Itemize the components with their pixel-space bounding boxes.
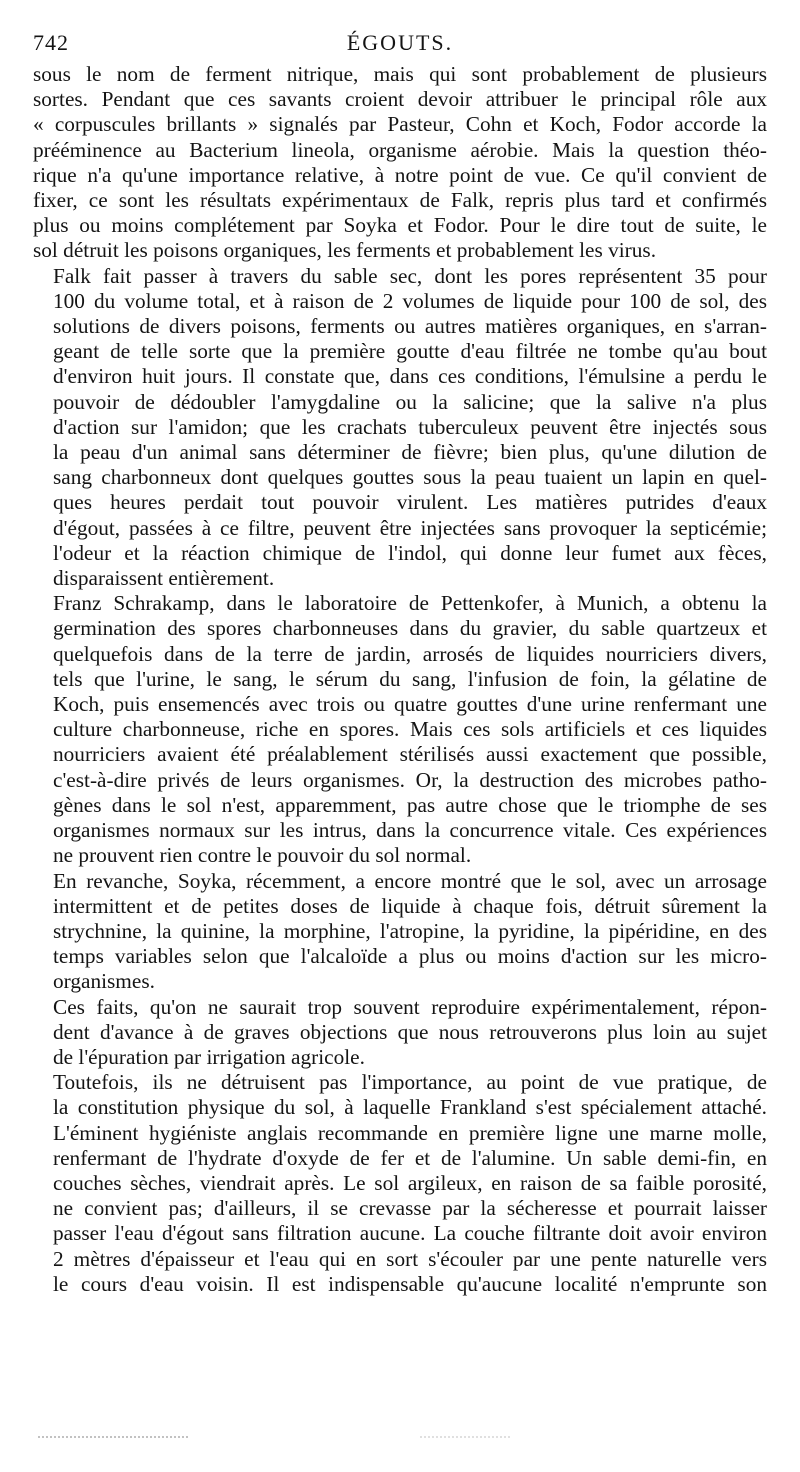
text-line: renfermant de l'hydrate d'oxyde de fer et de l'alumine. Un sable demi-fin, en xyxy=(53,1145,767,1170)
text-line: la peau d'un animal sans déterminer de fièvre; bien plus, qu'une dilution de xyxy=(53,440,767,465)
text-line: gènes dans le sol n'est, apparemment, pas autre chose que le triomphe de ses xyxy=(53,792,767,817)
text-line: Toutefois, ils ne détruisent pas l'importance, au point de vue pratique, de xyxy=(53,1070,767,1095)
text-line: Koch, puis ensemencés avec trois ou quatre gouttes d'une urine renfermant une xyxy=(53,692,767,717)
text-line: germination des spores charbonneuses dans du gravier, du sable quartzeux et xyxy=(53,616,767,641)
text-line: geant de telle sorte que la première goutte d'eau filtrée ne tombe qu'au bout xyxy=(53,339,767,364)
text-line: c'est-à-dire privés de leurs organismes. Or, la destruction des microbes patho- xyxy=(53,767,767,792)
text-line: strychnine, la quinine, la morphine, l'atropine, la pyridine, la pipéridine, en des xyxy=(53,918,767,943)
running-title: ÉGOUTS. xyxy=(346,30,454,55)
text-line: « corpuscules brillants » signalés par Pasteur, Cohn et Koch, Fodor accorde la xyxy=(33,112,767,137)
body-text xyxy=(33,62,767,1297)
text-line: sortes. Pendant que ces savants croient devoir attribuer le principal rôle aux xyxy=(33,87,767,112)
scan-smudge xyxy=(420,1436,510,1441)
scan-smudge xyxy=(38,1436,188,1441)
text-line: d'action sur l'amidon; que les crachats tuberculeux peuvent être injectés sous xyxy=(53,414,767,439)
text-line: sol détruit les poisons organiques, les ferments et probablement les virus. xyxy=(33,238,657,263)
text-line: d'environ huit jours. Il constate que, dans ces conditions, l'émulsine a perdu le xyxy=(53,364,767,389)
text-line: intermittent et de petites doses de liquide à chaque fois, détruit sûrement la xyxy=(53,893,767,918)
text-line: ques heures perdait tout pouvoir virulent. Les matières putrides d'eaux xyxy=(53,490,767,515)
paragraph xyxy=(33,995,767,1071)
text-line: L'éminent hygiéniste anglais recommande en première ligne une marne molle, xyxy=(53,1120,767,1145)
text-line: prééminence au Bacterium lineola, organisme aérobie. Mais la question théo- xyxy=(33,137,767,162)
text-line: rique n'a qu'une importance relative, à notre point de vue. Ce qu'il convient de xyxy=(33,162,767,187)
text-line: plus ou moins complétement par Soyka et Fodor. Pour le dire tout de suite, le xyxy=(33,213,767,238)
page-header xyxy=(33,28,767,58)
text-line: ne prouvent rien contre le pouvoir du sol normal. xyxy=(53,843,472,868)
text-line: solutions de divers poisons, ferments ou autres matières organiques, en s'arran- xyxy=(53,314,767,339)
paragraph xyxy=(33,591,767,868)
text-line: organismes normaux sur les intrus, dans la concurrence vitale. Ces expériences xyxy=(53,818,767,843)
paragraph xyxy=(33,869,767,995)
text-line: pouvoir de dédoubler l'amygdaline ou la salicine; que la salive n'a plus xyxy=(53,389,767,414)
text-line: culture charbonneuse, riche en spores. Mais ces sols artificiels et ces liquides xyxy=(53,717,767,742)
book-page xyxy=(33,28,767,1297)
text-line: En revanche, Soyka, récemment, a encore montré que le sol, avec un arrosage xyxy=(53,868,767,893)
text-line: nourriciers avaient été préalablement stérilisés aussi exactement que possible, xyxy=(53,742,767,767)
text-line: disparaissent entièrement. xyxy=(53,566,275,591)
text-line: quelquefois dans de la terre de jardin, arrosés de liquides nourriciers divers, xyxy=(53,641,767,666)
text-line: sous le nom de ferment nitrique, mais qui sont probablement de plusieurs xyxy=(33,62,767,86)
text-line: la constitution physique du sol, à laquelle Frankland s'est spécialement attaché. xyxy=(53,1095,767,1120)
text-line: de l'épuration par irrigation agricole. xyxy=(53,1044,365,1069)
text-line: l'odeur et la réaction chimique de l'indol, qui donne leur fumet aux fèces, xyxy=(53,540,767,565)
text-line: organismes. xyxy=(53,969,155,994)
paragraph xyxy=(33,1070,767,1297)
text-line: tels que l'urine, le sang, le sérum du sang, l'infusion de foin, la gélatine de xyxy=(53,666,767,691)
text-line: Franz Schrakamp, dans le laboratoire de Pettenkofer, à Munich, a obtenu la xyxy=(53,591,767,616)
text-line: couches sèches, viendrait après. Le sol argileux, en raison de sa faible porosité, xyxy=(53,1170,767,1195)
text-line: Falk fait passer à travers du sable sec, dont les pores représentent 35 pour xyxy=(53,263,767,288)
text-line: Ces faits, qu'on ne saurait trop souvent reproduire expérimentalement, répon- xyxy=(53,994,767,1019)
text-line: sang charbonneux dont quelques gouttes sous la peau tuaient un lapin en quel- xyxy=(53,465,767,490)
text-line: dent d'avance à de graves objections que nous retrouverons plus loin au sujet xyxy=(53,1019,767,1044)
paragraph xyxy=(33,264,767,592)
text-line: temps variables selon que l'alcaloïde a plus ou moins d'action sur les micro- xyxy=(53,944,767,969)
text-line: ne convient pas; d'ailleurs, il se crevasse par la sécheresse et pourrait laisser xyxy=(53,1196,767,1221)
text-line: 100 du volume total, et à raison de 2 volumes de liquide pour 100 de sol, des xyxy=(53,288,767,313)
text-line: passer l'eau d'égout sans filtration aucune. La couche filtrante doit avoir environ xyxy=(53,1221,767,1246)
text-line: d'égout, passées à ce filtre, peuvent être injectées sans provoquer la septicémie; xyxy=(53,515,767,540)
text-line: 2 mètres d'épaisseur et l'eau qui en sort s'écouler par une pente naturelle vers xyxy=(53,1246,767,1271)
paragraph xyxy=(33,62,767,264)
page-number: 742 xyxy=(33,30,69,55)
text-line: fixer, ce sont les résultats expérimentaux de Falk, repris plus tard et confirmés xyxy=(33,188,767,213)
text-line: le cours d'eau voisin. Il est indispensable qu'aucune localité n'emprunte son xyxy=(53,1271,767,1296)
